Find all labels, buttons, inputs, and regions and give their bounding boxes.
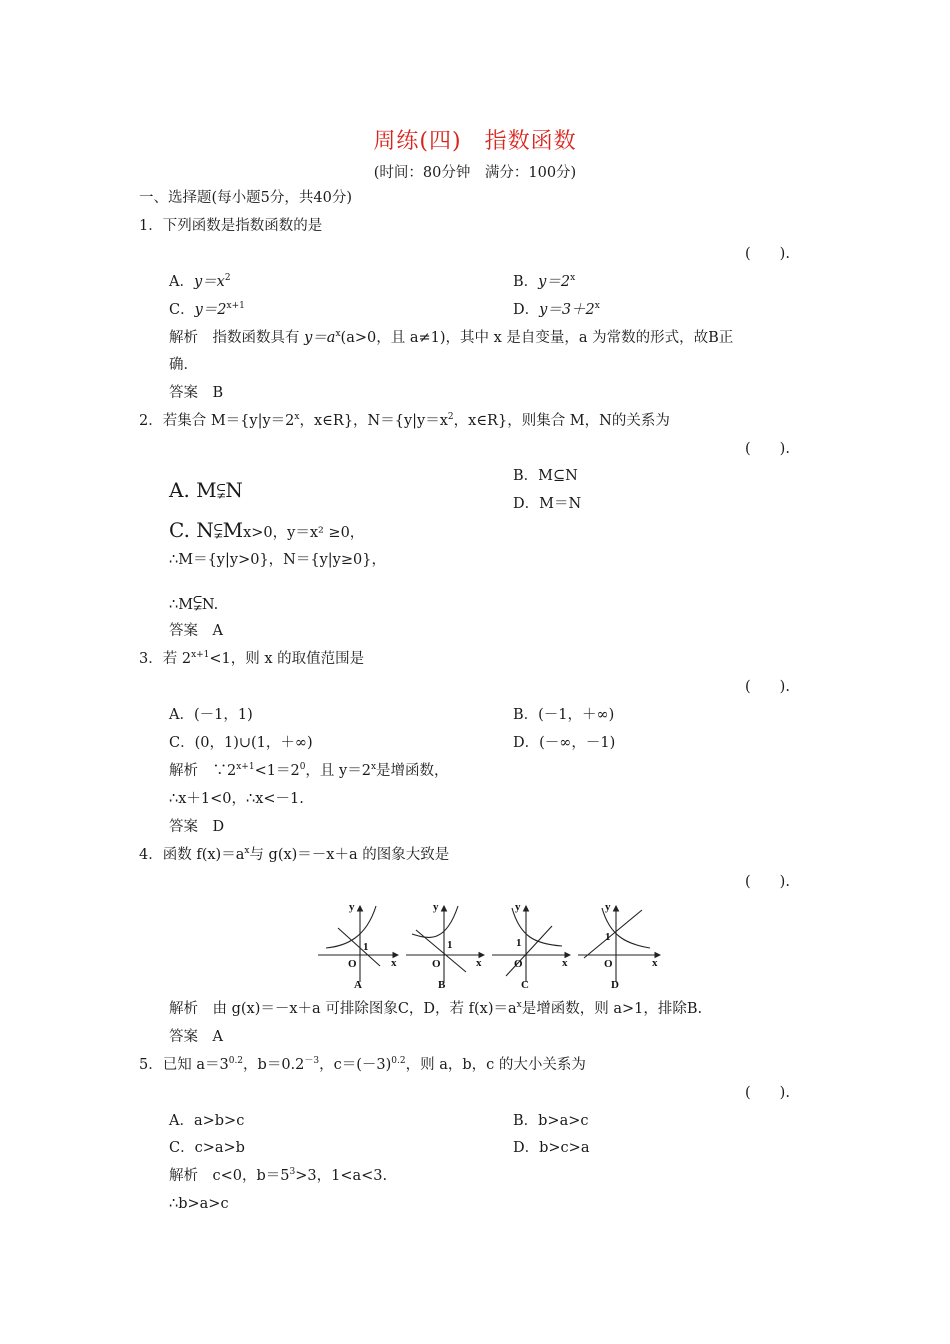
q1-explanation-cont: 确． <box>169 357 198 373</box>
graph-d-y-label: y <box>605 901 611 913</box>
q1-answer: 答案 B <box>169 385 224 401</box>
q1-answer-paren: ( ). <box>745 246 790 262</box>
graph-a-origin: O <box>348 958 357 970</box>
q4-stem: 4．函数 $f(x)=a^x$与 g(x)＝－x＋a 的图象大致是 <box>139 846 450 863</box>
q1-option-b: B．$y=2^x$ <box>513 273 576 290</box>
q5-stem: 5．已知 $a=3^{0.2}$，$b=0.2^{-3}$，$c=(-3)^{0.2}$，则 a，b，c 的大小关系为 <box>139 1056 586 1073</box>
q2-answer-paren: ( ). <box>745 441 790 457</box>
graph-b-y-label: y <box>433 901 439 913</box>
q3-option-d: D．(－∞，－1) <box>513 735 616 751</box>
section-heading: 一、选择题(每小题5分，共40分) <box>139 190 352 206</box>
q2-explanation-line2: ∴M⫋N. <box>169 590 219 614</box>
q5-answer-paren: ( ). <box>745 1085 790 1101</box>
graph-c-origin: O <box>514 958 523 970</box>
q1-option-c: C．$y=2^{x+1}$ <box>169 301 245 318</box>
q5-explanation-cont: ∴b>a>c <box>169 1196 229 1212</box>
q2-explanation-line1: ∴M＝{y|y>0}，N＝{y|y≥0}， <box>169 552 386 568</box>
graph-b-label: B <box>438 979 446 990</box>
page-subtitle: (时间：80分钟 满分：100分) <box>373 165 577 181</box>
q5-explanation: 解析 c<0，$b=5^3>3$，1<a<3. <box>169 1167 388 1184</box>
q3-answer: 答案 D <box>169 819 225 835</box>
graph-d-origin: O <box>604 958 613 970</box>
graph-b <box>406 906 484 982</box>
page-title: 周练(四) 指数函数 <box>373 129 577 154</box>
q2-explanation-start: x>0，y＝x² ≥0， <box>243 525 365 541</box>
graph-c <box>492 906 570 982</box>
q2-option-a: A. M⫋N <box>169 478 243 502</box>
q1-stem: 1．下列函数是指数函数的是 <box>139 218 323 234</box>
graph-b-x-label: x <box>476 957 482 969</box>
q5-option-c: C．c>a>b <box>169 1140 245 1156</box>
graph-c-label: C <box>521 979 529 990</box>
graph-c-one: 1 <box>516 937 522 949</box>
q3-option-a: A．(－1，1) <box>169 707 253 723</box>
q4-answer-paren: ( ). <box>745 874 790 890</box>
q2-stem: 2．若集合 $M=\{y|y=2^x$，x∈R}，$N=\{y|y=x^2$，x∈R}，则集合 M，N的关系为 <box>139 412 670 429</box>
q5-option-b: B．b>a>c <box>513 1113 589 1129</box>
graph-a-one: 1 <box>363 941 369 953</box>
q5-option-a: A．a>b>c <box>169 1113 245 1129</box>
q4-explanation: 解析 由 g(x)＝－x＋a 可排除图象C，D，若 $f(x)=a^x$是增函数，则 a>1，排除B. <box>169 1000 703 1017</box>
graph-c-x-label: x <box>562 957 568 969</box>
q3-stem: 3．若 $2^{x+1}<1$，则 x 的取值范围是 <box>139 650 365 667</box>
q1-option-d: D．$y=3+2^x$ <box>513 301 600 318</box>
q2-option-d: D．M＝N <box>513 496 582 512</box>
q2-option-c: C. N⫋M <box>169 518 244 542</box>
q3-answer-paren: ( ). <box>745 679 790 695</box>
q1-option-a: A．$y=x^2$ <box>169 273 231 290</box>
graph-b-origin: O <box>432 958 441 970</box>
graph-d <box>578 906 660 982</box>
graph-a-y-label: y <box>349 901 355 913</box>
graph-a <box>318 906 398 982</box>
q3-option-c: C．(0，1)∪(1，＋∞) <box>169 735 313 751</box>
q4-option-graphs <box>316 900 662 990</box>
q2-option-c-row <box>169 520 364 543</box>
graph-a-x-label: x <box>391 957 397 969</box>
q3-option-b: B．(－1，＋∞) <box>513 707 615 723</box>
q3-explanation-cont: ∴x＋1<0，∴x<－1. <box>169 791 304 807</box>
graph-d-x-label: x <box>652 957 658 969</box>
graph-b-one: 1 <box>447 939 453 951</box>
q3-explanation: 解析 $\because 2^{x+1}<1=2^0$，且 $y=2^x$是增函数， <box>169 762 449 779</box>
graph-d-one: 1 <box>605 931 611 943</box>
q2-answer: 答案 A <box>169 623 223 639</box>
q2-option-b: B．M⊆N <box>513 468 578 484</box>
q1-explanation: 解析 指数函数具有 $y=a^x(a>0$，且 a≠1)，其中 x 是自变量，a 为常数的形式，故B正 <box>169 329 734 346</box>
graph-a-label: A <box>354 979 362 990</box>
q4-answer: 答案 A <box>169 1029 223 1045</box>
q5-option-d: D．b>c>a <box>513 1140 590 1156</box>
graph-c-y-label: y <box>515 901 521 913</box>
graph-d-label: D <box>611 979 619 990</box>
